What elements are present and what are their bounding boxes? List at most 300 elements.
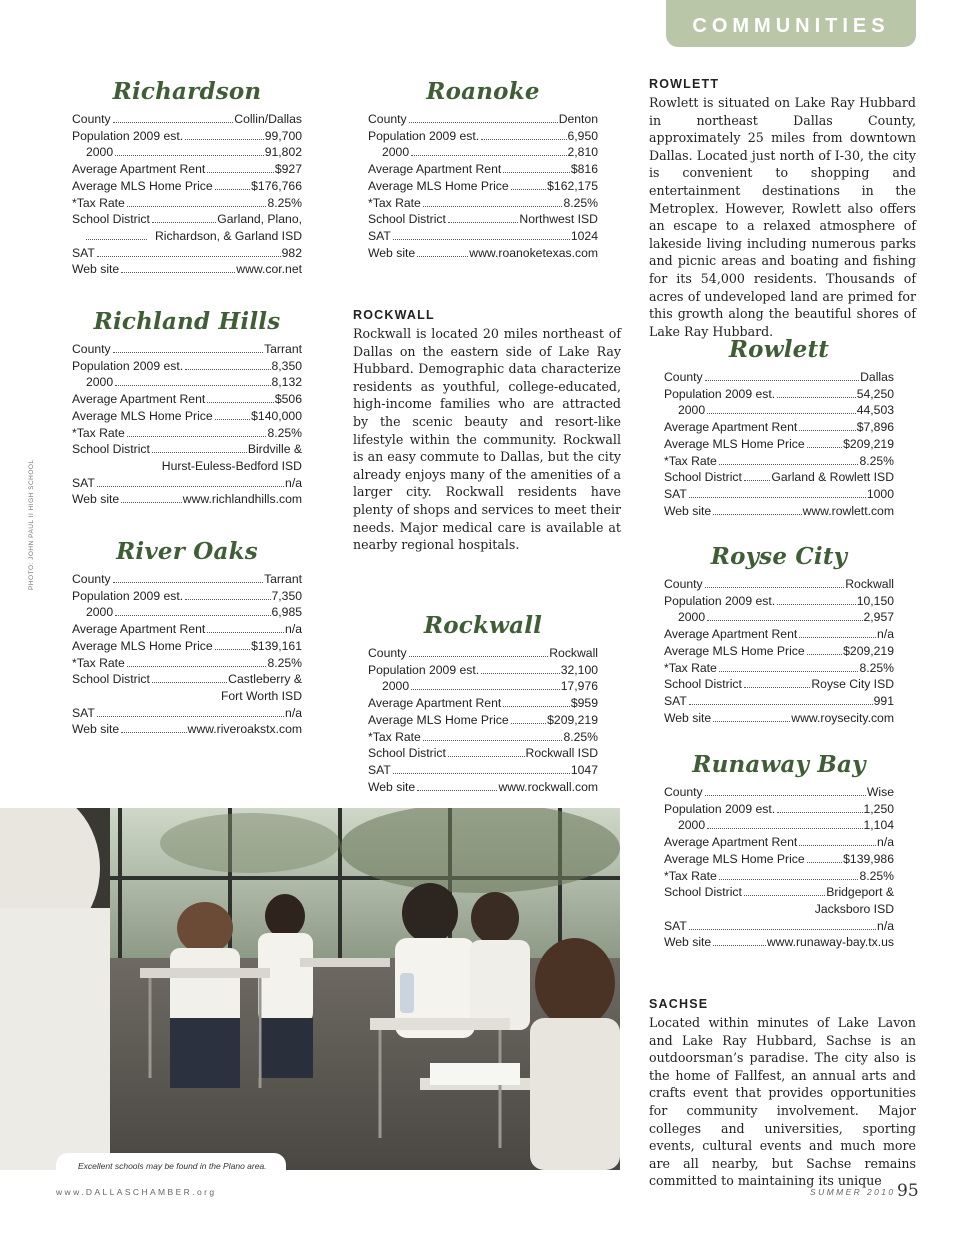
stat-row xyxy=(72,655,302,672)
stat-row xyxy=(72,128,302,145)
dot-leader xyxy=(744,895,825,896)
stat-label: Average Apartment Rent xyxy=(368,696,502,711)
stat-row xyxy=(72,408,302,425)
city-name: Richardson xyxy=(112,78,262,105)
stat-value: n/a xyxy=(877,627,894,642)
dot-leader xyxy=(807,447,842,448)
dot-leader xyxy=(411,155,566,156)
stat-label: Population 2009 est. xyxy=(368,128,480,143)
stat-label: Average Apartment Rent xyxy=(72,392,206,407)
stat-row xyxy=(664,801,894,818)
dot-leader xyxy=(393,773,570,774)
stat-label: Average MLS Home Price xyxy=(368,178,509,193)
stat-value: n/a xyxy=(285,705,302,720)
dot-leader xyxy=(121,502,182,503)
article-heading: ROWLETT xyxy=(649,77,720,91)
stat-row xyxy=(72,111,302,128)
dot-leader xyxy=(185,139,264,140)
stat-value: Collin/Dallas xyxy=(234,112,302,126)
stat-label: Average MLS Home Price xyxy=(664,851,805,866)
stat-label: 2000 xyxy=(86,605,114,620)
dot-leader xyxy=(807,654,842,655)
dot-leader xyxy=(115,155,264,156)
stat-label: Web site xyxy=(664,935,712,950)
stat-label: *Tax Rate xyxy=(664,660,717,675)
stat-value: $816 xyxy=(570,162,598,177)
stat-label: Population 2009 est. xyxy=(664,593,776,608)
dot-leader xyxy=(409,656,549,657)
article-rowlett xyxy=(649,77,916,340)
stat-row xyxy=(368,245,598,262)
website-link[interactable]: www.rowlett.com xyxy=(802,503,894,518)
city-name: Roanoke xyxy=(426,78,540,105)
stat-row xyxy=(368,161,598,178)
stat-label: SAT xyxy=(664,918,687,933)
stat-label: Web site xyxy=(664,710,712,725)
stat-value: 8.25% xyxy=(859,660,894,675)
dot-leader xyxy=(719,879,859,880)
stat-label: County xyxy=(664,577,703,591)
dot-leader xyxy=(417,790,497,791)
stat-row xyxy=(664,486,894,503)
dot-leader xyxy=(777,397,856,398)
stat-value: Northwest ISD xyxy=(519,212,598,227)
stat-row xyxy=(664,676,894,693)
dot-leader xyxy=(115,615,270,616)
stat-value: 10,150 xyxy=(856,593,894,608)
stat-value: Denton xyxy=(558,112,598,126)
stat-row xyxy=(664,419,894,436)
stat-label: Average Apartment Rent xyxy=(72,162,206,177)
stat-row xyxy=(664,609,894,626)
stat-value: 991 xyxy=(873,693,894,708)
dot-leader xyxy=(86,239,147,240)
dot-leader xyxy=(481,139,566,140)
dot-leader xyxy=(215,649,250,650)
stat-label: 2000 xyxy=(86,375,114,390)
stat-row xyxy=(664,469,894,486)
stat-label: Population 2009 est. xyxy=(368,662,480,677)
stat-label: *Tax Rate xyxy=(664,868,717,883)
stat-value: $162,175 xyxy=(547,178,598,193)
stat-row xyxy=(664,593,894,610)
stat-value: 6,985 xyxy=(271,605,302,620)
dot-leader xyxy=(411,689,560,690)
stat-label: Average MLS Home Price xyxy=(72,178,213,193)
city-stats-roanoke xyxy=(368,78,598,261)
stat-label: Average MLS Home Price xyxy=(72,638,213,653)
dot-leader xyxy=(121,732,186,733)
stat-label: SAT xyxy=(72,245,95,260)
dot-leader xyxy=(707,828,862,829)
stat-label: Average Apartment Rent xyxy=(72,622,206,637)
dot-leader xyxy=(423,740,563,741)
stat-row xyxy=(72,358,302,375)
section-tab: COMMUNITIES xyxy=(666,0,916,47)
dot-leader xyxy=(423,206,563,207)
stat-label: 2000 xyxy=(678,610,706,625)
dot-leader xyxy=(113,582,263,583)
article-body: Rowlett is situated on Lake Ray Hubbard in northeast Dallas County, approximately 25 miles from downtown Dallas. Located just north of I-30, the city is convenient to shopping and entertainment destinations in the Metroplex. However, Rowlett also offers an escape to a relaxed atmosphere of lakeside living including numerous parks and picnic areas and boating and fishing for its 54,000 residents. Thousands of acres of undeveloped land are primed for this growth along the beautiful shores of Lake Ray Hubbard. xyxy=(649,95,916,339)
stat-label: 2000 xyxy=(382,679,410,694)
stat-value: 1,250 xyxy=(863,801,894,816)
dot-leader xyxy=(409,122,558,123)
stat-label: *Tax Rate xyxy=(72,655,125,670)
dot-leader xyxy=(207,632,284,633)
stat-row xyxy=(72,341,302,358)
website-link[interactable]: www.riveroakstx.com xyxy=(187,722,302,737)
stat-label: County xyxy=(72,572,111,586)
city-stats-royse-city xyxy=(664,543,894,726)
stat-row xyxy=(72,638,302,655)
stat-label: Population 2009 est. xyxy=(72,358,184,373)
dot-leader xyxy=(207,172,274,173)
article-body: Rockwall is located 20 miles northeast of Dallas on the eastern side of Lake Ray Hubbard. Demographic data characterize residents as youthful, college-educated, high-income families who are attracted by the scenic beauty and resort-like lifestyle within the community. Rockwall is an easy commute to Dallas, but the city already enjoys many of the amenities of a larger city. Rockwall residents have plenty of shops and services to meet their needs. Major medical care is available at nearby regional hospitals. xyxy=(353,326,621,553)
stat-value: 44,503 xyxy=(856,403,894,418)
city-name: River Oaks xyxy=(116,538,258,565)
dot-leader xyxy=(713,721,790,722)
stat-row xyxy=(368,662,598,679)
stat-row xyxy=(664,503,894,520)
stat-value: 1024 xyxy=(570,228,598,243)
stat-label: Average Apartment Rent xyxy=(664,420,798,435)
stat-value: Rockwall ISD xyxy=(525,746,598,761)
stat-row xyxy=(72,374,302,391)
stat-row xyxy=(664,868,894,885)
stat-row xyxy=(664,934,894,951)
dot-leader xyxy=(744,480,771,481)
stat-label: Population 2009 est. xyxy=(664,386,776,401)
stat-label: Web site xyxy=(72,262,120,277)
dot-leader xyxy=(807,862,842,863)
article-rockwall xyxy=(353,308,621,554)
stat-label: Average Apartment Rent xyxy=(368,162,502,177)
stat-row xyxy=(72,425,302,442)
stat-row xyxy=(72,144,302,161)
footer-issue: SUMMER 2010 xyxy=(810,1187,896,1197)
stat-label: Average MLS Home Price xyxy=(72,408,213,423)
stat-row xyxy=(664,369,894,386)
stat-label: SAT xyxy=(368,762,391,777)
stat-value: $209,219 xyxy=(547,712,598,727)
website-link[interactable]: www.roanoketexas.com xyxy=(469,245,598,260)
stat-row xyxy=(368,228,598,245)
stat-label: Web site xyxy=(368,245,416,260)
dot-leader xyxy=(97,486,284,487)
stat-row xyxy=(368,678,598,695)
stat-row xyxy=(664,643,894,660)
dot-leader xyxy=(115,385,270,386)
stat-label: SAT xyxy=(368,228,391,243)
stat-continuation: Jacksboro ISD xyxy=(814,901,894,916)
city-name: Rowlett xyxy=(728,336,830,363)
stat-value: 17,976 xyxy=(560,679,598,694)
stat-row xyxy=(664,851,894,868)
stat-label: 2000 xyxy=(678,403,706,418)
website-link[interactable]: www.richlandhills.com xyxy=(182,492,302,507)
stat-row xyxy=(368,211,598,228)
dot-leader xyxy=(127,666,267,667)
dot-leader xyxy=(448,756,525,757)
stat-label: *Tax Rate xyxy=(72,425,125,440)
stat-row xyxy=(664,660,894,677)
stat-row xyxy=(664,436,894,453)
stat-row xyxy=(664,834,894,851)
dot-leader xyxy=(713,945,766,946)
stat-row xyxy=(664,918,894,935)
stat-value: 8.25% xyxy=(859,453,894,468)
stat-label: School District xyxy=(368,212,446,227)
stat-row xyxy=(72,588,302,605)
stat-label: County xyxy=(72,342,111,356)
stat-label: County xyxy=(368,646,407,660)
stat-label: County xyxy=(368,112,407,126)
stat-value: 982 xyxy=(281,245,302,260)
page-number: 95 xyxy=(897,1181,919,1201)
stat-row xyxy=(368,745,598,762)
stat-row xyxy=(664,626,894,643)
dot-leader xyxy=(113,122,234,123)
stat-label: Web site xyxy=(664,503,712,518)
stat-label: Average Apartment Rent xyxy=(664,627,798,642)
stat-continuation xyxy=(72,228,302,245)
stat-row xyxy=(664,693,894,710)
stat-label: Average MLS Home Price xyxy=(664,436,805,451)
stat-row xyxy=(72,705,302,722)
dot-leader xyxy=(799,637,876,638)
stat-label: Average MLS Home Price xyxy=(664,643,805,658)
dot-leader xyxy=(185,369,270,370)
dot-leader xyxy=(713,514,801,515)
stat-row xyxy=(664,576,894,593)
dot-leader xyxy=(127,436,267,437)
dot-leader xyxy=(152,452,247,453)
stat-value: 8.25% xyxy=(267,425,302,440)
dot-leader xyxy=(689,704,873,705)
stat-row xyxy=(72,261,302,278)
dot-leader xyxy=(393,239,570,240)
photo-caption: Excellent schools may be found in the Plano area. xyxy=(56,1153,286,1177)
website-link[interactable]: www.roysecity.com xyxy=(791,710,894,725)
city-name: Runaway Bay xyxy=(692,751,866,778)
stat-value: $176,766 xyxy=(251,178,302,193)
stat-row xyxy=(72,604,302,621)
stat-label: Population 2009 est. xyxy=(72,588,184,603)
stat-value: 1047 xyxy=(570,762,598,777)
stat-value: $7,896 xyxy=(856,420,894,435)
stat-value: 2,957 xyxy=(863,610,894,625)
stat-row xyxy=(72,621,302,638)
dot-leader xyxy=(97,716,284,717)
dot-leader xyxy=(689,929,876,930)
stat-row xyxy=(72,491,302,508)
stat-row xyxy=(72,571,302,588)
stat-value: 8.25% xyxy=(267,655,302,670)
stat-value: $140,000 xyxy=(251,408,302,423)
dot-leader xyxy=(185,599,270,600)
stat-value: n/a xyxy=(877,918,894,933)
stat-row xyxy=(368,111,598,128)
stat-row xyxy=(664,884,894,901)
stat-value: 1000 xyxy=(866,486,894,501)
city-stats-richardson xyxy=(72,78,302,278)
stat-row xyxy=(72,178,302,195)
stat-label: SAT xyxy=(664,693,687,708)
stat-row xyxy=(72,211,302,228)
stat-row xyxy=(368,645,598,662)
dot-leader xyxy=(152,682,227,683)
dot-leader xyxy=(799,845,876,846)
stat-row xyxy=(664,710,894,727)
stat-continuation: Hurst-Euless-Bedford ISD xyxy=(161,458,302,473)
website-link[interactable]: www.cor.net xyxy=(236,262,302,277)
city-name: Richland Hills xyxy=(93,308,281,335)
stat-label: County xyxy=(664,785,703,799)
dot-leader xyxy=(707,413,856,414)
stat-row xyxy=(368,762,598,779)
stat-row xyxy=(368,729,598,746)
stat-row xyxy=(72,721,302,738)
stat-value: $209,219 xyxy=(843,643,894,658)
stat-value: Dallas xyxy=(860,370,894,384)
stat-value: n/a xyxy=(285,622,302,637)
stat-value: Tarrant xyxy=(264,342,302,356)
dot-leader xyxy=(689,497,866,498)
stat-value: Rockwall xyxy=(549,646,598,660)
dot-leader xyxy=(448,222,519,223)
stat-value: 8.25% xyxy=(563,729,598,744)
stat-value: $139,161 xyxy=(251,638,302,653)
stat-label: Web site xyxy=(72,492,120,507)
dot-leader xyxy=(511,189,546,190)
stat-value: 8,132 xyxy=(271,375,302,390)
dot-leader xyxy=(707,620,862,621)
stat-value: Royse City ISD xyxy=(811,677,894,692)
photo-credit: PHOTO: JOHN PAUL II HIGH SCHOOL xyxy=(28,459,35,590)
dot-leader xyxy=(705,380,860,381)
dot-leader xyxy=(503,172,570,173)
stat-label: 2000 xyxy=(678,818,706,833)
stat-value: 7,350 xyxy=(271,588,302,603)
stat-label: *Tax Rate xyxy=(72,195,125,210)
stat-label: School District xyxy=(368,746,446,761)
stat-label: 2000 xyxy=(86,145,114,160)
stat-label: School District xyxy=(72,672,150,687)
stat-label: SAT xyxy=(72,705,95,720)
stat-value: $506 xyxy=(274,392,302,407)
stat-value: 8.25% xyxy=(859,868,894,883)
article-heading: ROCKWALL xyxy=(353,308,435,322)
stat-row xyxy=(72,671,302,688)
stat-value: 32,100 xyxy=(560,662,598,677)
stat-row xyxy=(368,144,598,161)
stat-value: 6,950 xyxy=(567,128,598,143)
dot-leader xyxy=(705,795,866,796)
stat-row xyxy=(664,386,894,403)
dot-leader xyxy=(705,587,845,588)
article-body: Located within minutes of Lake Lavon and Lake Ray Hubbard, Sachse is an outdoorsman’s paradise. The city also is the home of Fallfest, an annual arts and crafts event that provides opportunities for community involvement. Major colleges and universities, sporting events, cultural events and much more are all nearby, but Sachse remains committed to maintaining its unique xyxy=(649,1015,916,1189)
stat-value: Rockwall xyxy=(845,577,894,591)
stat-label: Web site xyxy=(72,722,120,737)
stat-value: 1,104 xyxy=(863,818,894,833)
stat-row xyxy=(368,128,598,145)
stat-value: 8.25% xyxy=(267,195,302,210)
article-sachse xyxy=(649,997,916,1190)
stat-row xyxy=(72,391,302,408)
stat-label: 2000 xyxy=(382,145,410,160)
footer-website: www.DALLASCHAMBER.org xyxy=(56,1187,217,1197)
city-name: Royse City xyxy=(710,543,848,570)
stat-label: School District xyxy=(664,677,742,692)
stat-label: SAT xyxy=(72,475,95,490)
dot-leader xyxy=(744,687,810,688)
stat-row xyxy=(368,178,598,195)
stat-row xyxy=(72,441,302,458)
dot-leader xyxy=(417,256,468,257)
stat-row xyxy=(664,402,894,419)
dot-leader xyxy=(127,206,267,207)
stat-value: 99,700 xyxy=(264,128,302,143)
article-heading: SACHSE xyxy=(649,997,709,1011)
stat-value: $959 xyxy=(570,696,598,711)
stat-value: n/a xyxy=(285,475,302,490)
website-link[interactable]: www.runaway-bay.tx.us xyxy=(766,935,894,950)
stat-label: School District xyxy=(72,442,150,457)
stat-continuation: Fort Worth ISD xyxy=(220,688,302,703)
stat-value: Bridgeport & xyxy=(826,885,894,900)
stat-row xyxy=(72,245,302,262)
stat-row xyxy=(368,195,598,212)
stat-value: Castleberry & xyxy=(228,672,302,687)
stat-value: 8,350 xyxy=(271,358,302,373)
stat-label: School District xyxy=(664,885,742,900)
dot-leader xyxy=(719,464,859,465)
stat-row xyxy=(72,475,302,492)
dot-leader xyxy=(503,706,570,707)
stat-row xyxy=(664,817,894,834)
stat-value: 54,250 xyxy=(856,386,894,401)
stat-label: School District xyxy=(72,212,150,227)
city-stats-river-oaks xyxy=(72,538,302,738)
classroom-photo xyxy=(0,808,620,1170)
stat-label: School District xyxy=(664,470,742,485)
dot-leader xyxy=(121,272,235,273)
stat-value: 91,802 xyxy=(264,145,302,160)
stat-row xyxy=(368,695,598,712)
stat-label: County xyxy=(72,112,111,126)
stat-value: 8.25% xyxy=(563,195,598,210)
website-link[interactable]: www.rockwall.com xyxy=(498,779,598,794)
dot-leader xyxy=(719,671,859,672)
dot-leader xyxy=(113,352,263,353)
stat-label: Average Apartment Rent xyxy=(664,835,798,850)
dot-leader xyxy=(777,812,862,813)
dot-leader xyxy=(97,256,281,257)
city-name: Rockwall xyxy=(423,612,543,639)
stat-value: Wise xyxy=(866,785,894,799)
city-stats-richland-hills xyxy=(72,308,302,508)
stat-value: $209,219 xyxy=(843,436,894,451)
city-stats-rockwall xyxy=(368,612,598,795)
stat-row xyxy=(368,712,598,729)
dot-leader xyxy=(207,402,274,403)
stat-label: *Tax Rate xyxy=(664,453,717,468)
stat-continuation-text: Richardson, & Garland ISD xyxy=(155,228,302,243)
stat-label: Average MLS Home Price xyxy=(368,712,509,727)
stat-value: Birdville & xyxy=(247,442,302,457)
dot-leader xyxy=(799,430,855,431)
stat-row xyxy=(72,195,302,212)
